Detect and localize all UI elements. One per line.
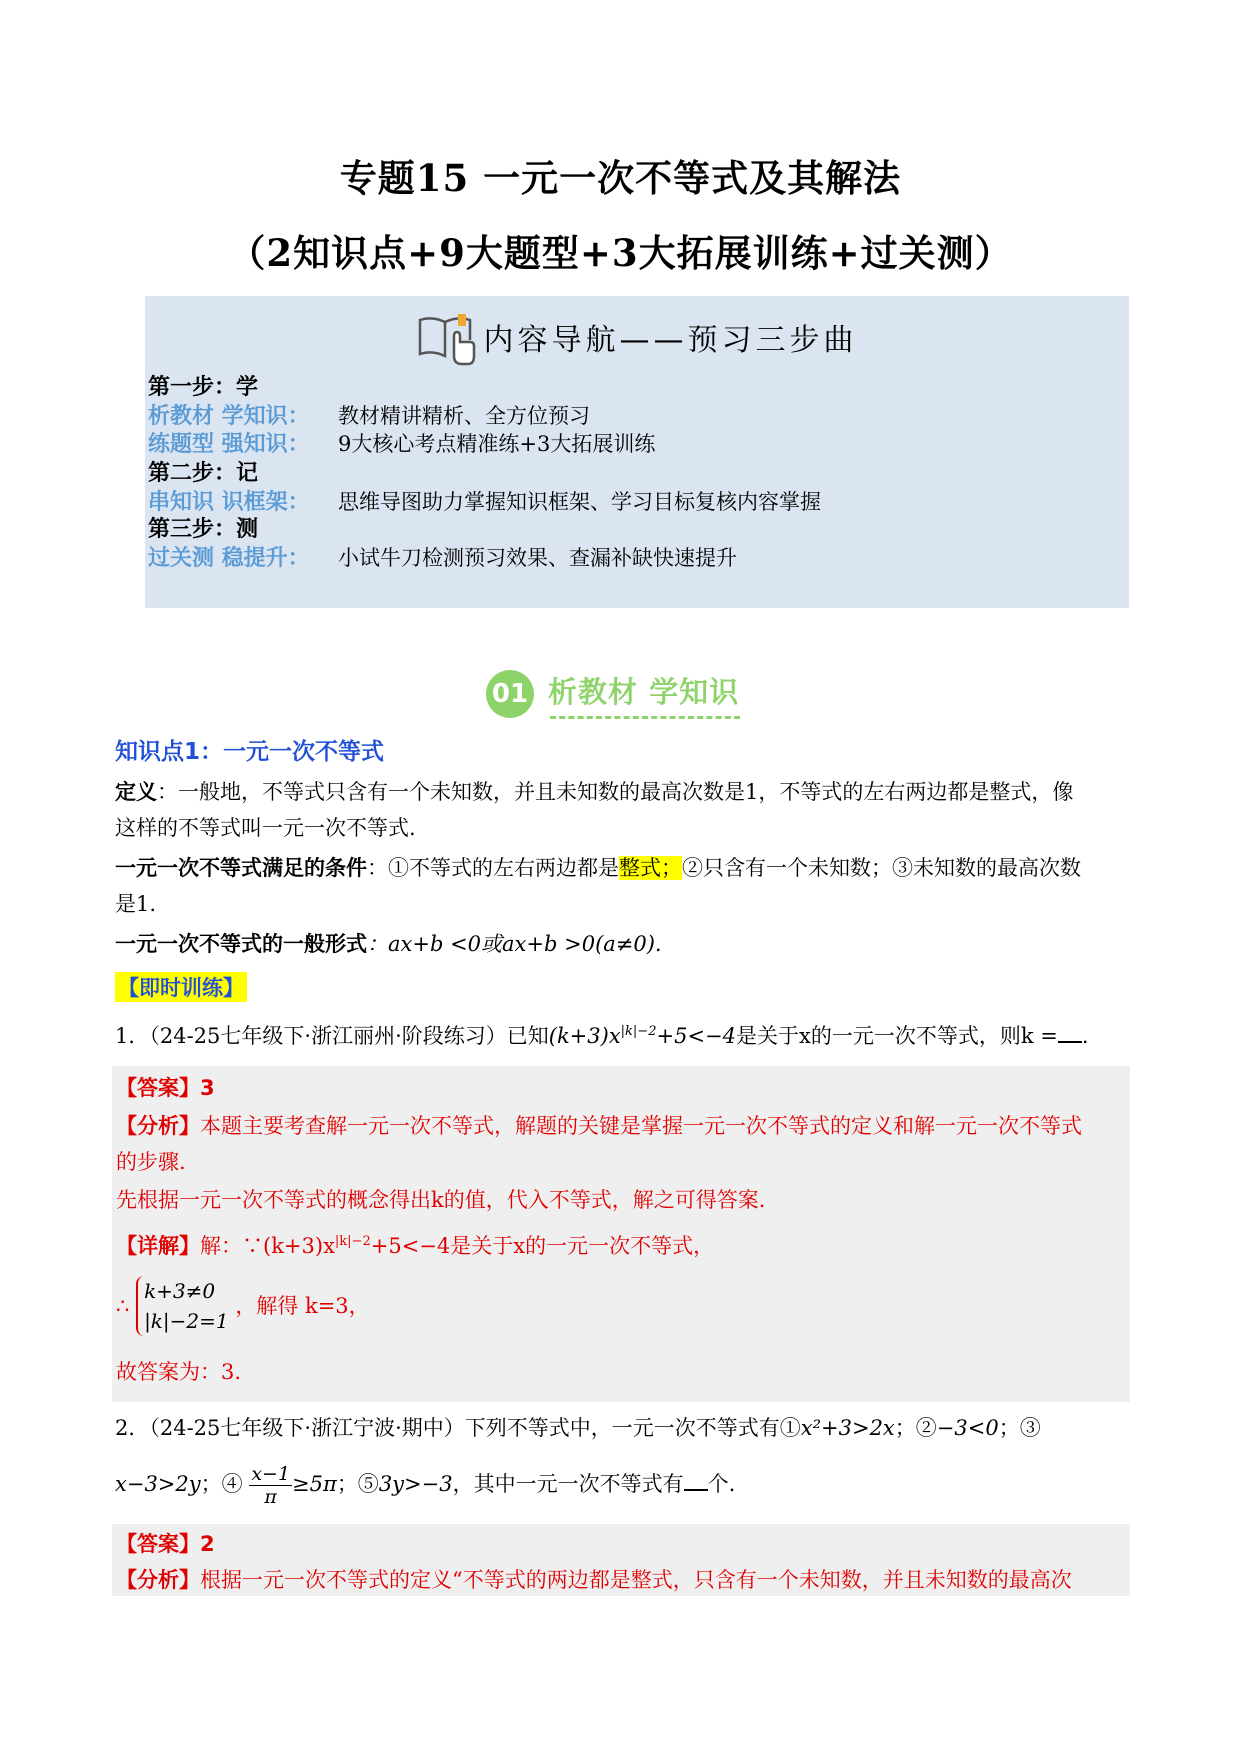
system-brace <box>136 1276 229 1336</box>
step-description: 思维导图助力掌握知识框架、学习目标复核内容掌握 <box>338 490 821 514</box>
step-label: 析教材 学知识： <box>148 404 310 429</box>
analysis-label: 【分析】 <box>116 1568 200 1592</box>
separator: ；② <box>894 1416 937 1440</box>
question-1-expression-tail: +5<−4 <box>656 1024 736 1048</box>
question-2-solution-box <box>112 1524 1130 1596</box>
question-2-line-2 <box>115 1462 735 1508</box>
fraction <box>249 1463 292 1508</box>
definition-line <box>115 778 1073 806</box>
section-badge <box>482 664 762 724</box>
page-subtitle: （2知识点+9大题型+3大拓展训练+过关测） <box>228 231 1013 275</box>
book-pointer-icon <box>416 306 478 368</box>
analysis-line-2: 的步骤. <box>116 1150 186 1174</box>
analysis-label: 【分析】 <box>116 1114 200 1138</box>
inequality-5: 3y>−3 <box>378 1472 453 1496</box>
section-number: 01 <box>486 670 534 718</box>
separator: ；⑤ <box>336 1472 379 1496</box>
system-equation-1: k+3≠0 <box>144 1279 216 1303</box>
conditions-label: 一元一次不等式满足的条件 <box>115 856 367 880</box>
question-2-prefix: 2．（24-25七年级下·浙江宁波·期中）下列不等式中，一元一次不等式有① <box>115 1416 801 1440</box>
question-1-prefix: 1．（24-25七年级下·浙江丽州·阶段练习）已知 <box>115 1024 549 1048</box>
section-title: 析教材 学知识 <box>548 675 740 709</box>
answer-blank <box>684 1471 708 1491</box>
system-solution: ，解得 k=3， <box>235 1294 370 1318</box>
separator: ；③ <box>998 1416 1041 1440</box>
definition-text: ：一般地，不等式只含有一个未知数，并且未知数的最高次数是1，不等式的左右两边都是整式，像 <box>157 780 1074 804</box>
fraction-numerator: x−1 <box>251 1463 291 1485</box>
detail-exponent: |k|−2 <box>334 1234 371 1249</box>
detail-text: 解：∵(k+3)x <box>200 1234 335 1258</box>
analysis-line <box>116 1112 1082 1140</box>
question-1-suffix: 是关于x的一元一次不等式，则k = <box>736 1024 1058 1048</box>
step-description: 教材精讲精析、全方位预习 <box>338 404 590 428</box>
answer-label: 【答案】2 <box>116 1532 215 1556</box>
question-1-solution-box <box>112 1066 1130 1402</box>
content-navigation-box <box>145 296 1129 608</box>
fraction-denominator: π <box>264 1486 277 1508</box>
detail-line <box>116 1228 714 1260</box>
question-1: 1．（24-25七年级下·浙江丽州·阶段练习）已知$(k+3)x^{|k|-2}+5<-4$是关于x的一元一次不等式，则k = . <box>115 1024 1089 1048</box>
general-form-label: 一元一次不等式的一般形式 <box>115 932 367 956</box>
conditions-line-2: 是1. <box>115 892 157 916</box>
section-underline <box>550 716 740 719</box>
step-3-heading: 第三步：测 <box>148 517 259 542</box>
training-tag: 【即时训练】 <box>115 972 247 1002</box>
knowledge-point-title: 知识点1：一元一次不等式 <box>115 739 385 765</box>
inequality-3: x−3>2y <box>115 1472 201 1496</box>
conditions-text: ：①不等式的左右两边都是 <box>367 856 619 880</box>
step-description: 9大核心考点精准练+3大拓展训练 <box>338 432 656 456</box>
navigation-title: 内容导航——预习三步曲 <box>483 323 858 358</box>
definition-label: 定义 <box>115 780 157 804</box>
step-1-heading: 第一步：学 <box>148 375 259 400</box>
inequality-2: −3<0 <box>936 1416 999 1440</box>
conclusion-line: 故答案为：3. <box>116 1360 242 1384</box>
step-label: 过关测 稳提升： <box>148 546 310 571</box>
question-1-expression: (k+3)x <box>548 1024 621 1048</box>
general-form-expression: ：ax+b <0或ax+b >0(a≠0). <box>367 932 662 956</box>
analysis-line-3: 先根据一元一次不等式的概念得出k的值，代入不等式，解之可得答案. <box>116 1188 766 1212</box>
equation-system: ∴ k+3≠0 |k|−2=1 ，解得 k=3， <box>116 1276 370 1336</box>
analysis-line <box>116 1566 1072 1594</box>
detail-text-tail: +5<−4是关于x的一元一次不等式， <box>370 1234 715 1258</box>
question-1-exponent: |k|−2 <box>620 1024 657 1039</box>
detail-label: 【详解】 <box>116 1234 200 1258</box>
separator: ；④ <box>200 1472 243 1496</box>
general-form-line <box>115 930 662 958</box>
inequality-4-rest: ≥5π <box>292 1472 337 1496</box>
inequality-1: x²+3>2x <box>800 1416 895 1440</box>
answer-label: 【答案】3 <box>116 1076 215 1100</box>
question-2-suffix: ，其中一元一次不等式有 <box>452 1472 684 1496</box>
step-2-heading: 第二步：记 <box>148 461 259 486</box>
page-title: 专题15 一元一次不等式及其解法 <box>339 156 902 200</box>
conditions-line <box>115 854 1081 882</box>
answer-blank <box>1058 1023 1082 1043</box>
analysis-text: 根据一元一次不等式的定义“不等式的两边都是整式，只含有一个未知数，并且未知数的最高次 <box>200 1568 1072 1592</box>
highlighted-term: 整式； <box>619 856 682 880</box>
question-2-line-1 <box>115 1414 1041 1442</box>
analysis-text: 本题主要考查解一元一次不等式，解题的关键是掌握一元一次不等式的定义和解一元一次不等式 <box>200 1114 1082 1138</box>
step-description: 小试牛刀检测预习效果、查漏补缺快速提升 <box>338 546 737 570</box>
step-label: 串知识 识框架： <box>148 490 310 515</box>
definition-line-2: 这样的不等式叫一元一次不等式. <box>115 816 416 840</box>
question-2-suffix-end: 个. <box>707 1472 736 1496</box>
system-equation-2: |k|−2=1 <box>144 1309 229 1333</box>
step-label: 练题型 强知识： <box>148 432 310 457</box>
conditions-text-2: ②只含有一个未知数；③未知数的最高次数 <box>682 856 1081 880</box>
